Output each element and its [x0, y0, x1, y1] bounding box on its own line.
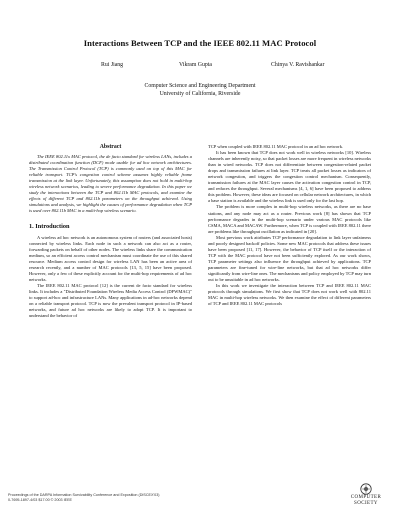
- author-name: Rui Jiang: [101, 62, 124, 68]
- section-heading: 1. Introduction: [29, 222, 70, 230]
- footer-isbn: 0-7695-1897-4/03 $17.00 © 2003 IEEE: [8, 498, 73, 502]
- logo-text-computer: COMPUTER: [350, 495, 382, 500]
- author-name: Vikram Gupta: [179, 62, 212, 68]
- abstract-text: The IEEE 802.11x MAC protocol, the de facto standard for wireless LANs, includes a distributed coordination function (DCF) mode usable for ad hoc network architectures. The Transmission Control Protocol (TCP) is commonly used on top of this MAC for reliable transport. TCP's congestion control scheme assumes highly reliable frame transmission at the link layer. Unfortunately, this assumption does not hold in multi-hop wireless network scenarios, leading to severe performance degradation. In this paper we study the interactions between the TCP and 802.11b MAC protocols, and examine the effects of different TCP and 802.11b parameters on the throughput achieved. Using simulations and analysis, we highlight the causes of performance degradation when TCP is used over 802.11b MAC in a multi-hop wireless scenario.: [29, 154, 192, 214]
- affiliation: [0, 82, 400, 98]
- body-paragraph: The problem is more complex in multi-hop wireless networks, as there are no base stations, and any node may act as a router. Previous work [8] has shown that TCP performance degrades in the multi-hop scenario under various MAC protocols like CSMA, MACA and MACAW. Furthermore, when TCP is coupled with IEEE 802.11 there are problems like throughput oscillation as indicated in [20].: [208, 204, 371, 234]
- author-list: [0, 62, 400, 72]
- affiliation-department: Computer Science and Engineering Department: [144, 83, 256, 89]
- body-paragraph: It has been known that TCP does not work well in wireless networks [10]. Wireless channels are inherently noisy, so that packet losses are more frequent in wireless networks than in wired networks. TCP does not differentiate between congestion-related packet drops and transmission failures at link layer. TCP treats all packet losses as indicators of network congestion, and triggers the congestion control mechanism. Consequently, transmission failures at the MAC layer causes the activation congestion control in TCP, and reduces the throughput. Several mechanisms [4, 1, 6] have been proposed to address this problem. However, these ideas are focused on cellular network architectures, in which a base station is available and the wireless link is used only for the last hop.: [208, 150, 371, 204]
- body-paragraph: A wireless ad hoc network is an autonomous system of routers (and associated hosts) connected by wireless links. Each node in such a network can also act as a router, forwarding packets on behalf of other nodes. The wireless links share the communication medium, so an efficient access control mechanism must coordinate the use of this shared resource. Medium access control design for wireless LAN has been an active area of research recently, and a number of MAC protocols [13, 5, 15] have been proposed. However, only a few of these explicitly account for the multi-hop requirements of ad hoc networks.: [29, 234, 192, 282]
- abstract-heading: Abstract: [99, 144, 122, 150]
- logo-text-society: SOCIETY: [354, 500, 378, 506]
- computer-society-logo: [340, 483, 392, 515]
- body-paragraph: In this work we investigate the interaction between TCP and IEEE 802.11 MAC protocols through simulations. We first show that TCP does not work well with 802.11 MAC in multi-hop wireless networks. We then examine the effect of different parameters of TCP and IEEE 802.11 MAC protocols: [208, 283, 371, 307]
- body-paragraph: The IEEE 802.11 MAC protocol [12] is the current de facto standard for wireless links. It includes a "Distributed Foundation Wireless Media Access Control (DFWMAC)" to support ad-hoc and infrastructure LANs. Many applications in ad-hoc networks depend on a reliable transport protocol. TCP is now the prevalent transport protocol in IP-based networks, and future ad hoc networks are likely to adopt TCP. It is important to understand the behavior of: [29, 282, 192, 319]
- body-paragraph: Most previous work attributes TCP performance degradation to link layer unfairness and poorly designed backoff policies. Some new MAC protocols that address these issues have been proposed [11, 17]. However, the behavior of TCP itself or the interaction of TCP with the MAC protocol have not been sufficiently explored. As our work shows, TCP parameter settings also influence the throughput achieved by applications. TCP parameters are fine-tuned for wire-line networks, but that ad hoc networks differ significantly from wire-line ones. The mechanisms and policy employed by TCP may turn out to be unsuitable in ad hoc networks.: [208, 234, 371, 283]
- paper-title: Interactions Between TCP and the IEEE 802.11 MAC Protocol: [83, 38, 317, 48]
- affiliation-university: University of California, Riverside: [159, 91, 241, 97]
- footer-proceedings: Proceedings of the DARPA Information Survivability Conference and Exposition (DISCEX'03): [8, 493, 160, 497]
- author-name: Chinya V. Ravishankar: [271, 62, 325, 68]
- body-paragraph: TCP when coupled with IEEE 802.11 MAC protocol in an ad hoc network.: [208, 144, 344, 149]
- page-footer: [8, 493, 288, 503]
- right-column: [208, 144, 371, 307]
- left-column: [29, 144, 192, 319]
- society-emblem-icon: [360, 483, 372, 495]
